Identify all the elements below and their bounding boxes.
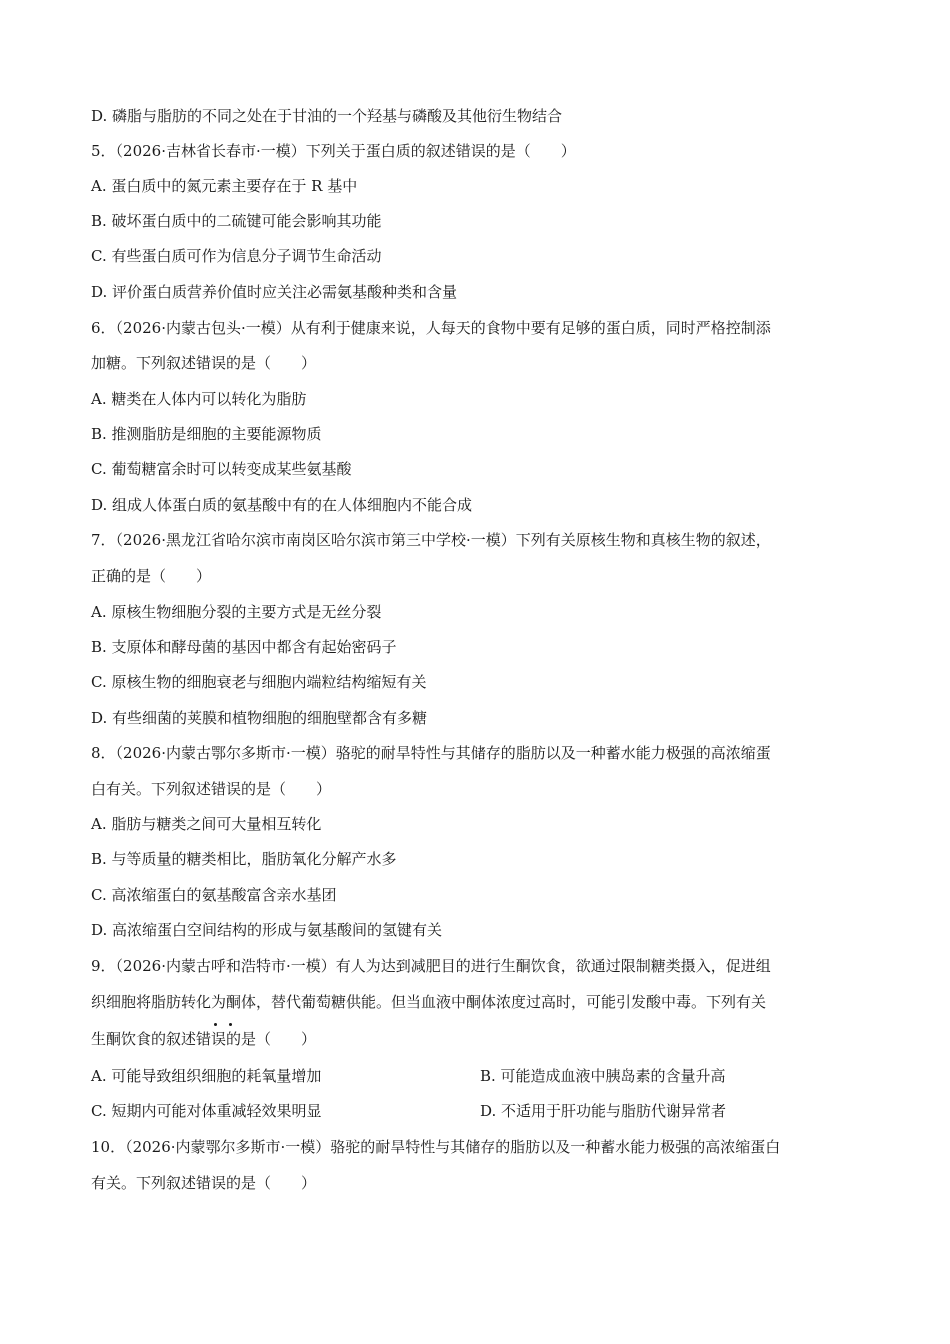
option-9a: A. 可能导致组织细胞的耗氧量增加 bbox=[91, 1067, 322, 1085]
option-9d: D. 不适用于肝功能与脂肪代谢异常者 bbox=[480, 1102, 727, 1120]
option-6d: D. 组成人体蛋白质的氨基酸中有的在人体细胞内不能合成 bbox=[91, 496, 473, 514]
question-6-stem-line2: 加糖。下列叙述错误的是（ ） bbox=[91, 354, 317, 372]
question-5-stem: 5．（2026·吉林省长春市·一模）下列关于蛋白质的叙述错误的是（ ） bbox=[91, 142, 576, 160]
option-8d: D. 高浓缩蛋白空间结构的形成与氨基酸间的氢键有关 bbox=[91, 921, 443, 939]
option-9c: C. 短期内可能对体重减轻效果明显 bbox=[91, 1102, 322, 1120]
option-9b: B. 可能造成血液中胰岛素的含量升高 bbox=[480, 1067, 726, 1085]
option-7b: B. 支原体和酵母菌的基因中都含有起始密码子 bbox=[91, 638, 397, 656]
emphasis-dot bbox=[229, 1023, 232, 1026]
option-5b: B. 破坏蛋白质中的二硫键可能会影响其功能 bbox=[91, 212, 382, 230]
option-5d: D. 评价蛋白质营养价值时应关注必需氨基酸种类和含量 bbox=[91, 283, 458, 301]
emphasis-dot bbox=[214, 1023, 217, 1026]
option-8b: B. 与等质量的糖类相比，脂肪氧化分解产水多 bbox=[91, 850, 397, 868]
question-8-stem-line1: 8．（2026·内蒙古鄂尔多斯市·一模）骆驼的耐旱特性与其储存的脂肪以及一种蓄水能力极强的高浓缩蛋 bbox=[91, 744, 771, 762]
question-7-stem-line2: 正确的是（ ） bbox=[91, 567, 212, 585]
question-9-stem-line2: 织细胞将脂肪转化为酮体，替代葡萄糖供能。但当血液中酮体浓度过高时，可能引发酸中毒。下列有关 bbox=[91, 993, 767, 1011]
option-7d: D. 有些细菌的荚膜和植物细胞的细胞壁都含有多糖 bbox=[91, 709, 428, 727]
question-9-stem-line1: 9．（2026·内蒙古呼和浩特市·一模）有人为达到减肥目的进行生酮饮食，欲通过限制糖类摄入，促进组 bbox=[91, 957, 771, 975]
option-6b: B. 推测脂肪是细胞的主要能源物质 bbox=[91, 425, 322, 443]
question-10-stem-line2: 有关。下列叙述错误的是（ ） bbox=[91, 1174, 317, 1192]
question-8-stem-line2: 白有关。下列叙述错误的是（ ） bbox=[91, 780, 332, 798]
question-9-stem-line3: 生酮饮食的叙述错误的是（ ） bbox=[91, 1030, 317, 1048]
option-5c: C. 有些蛋白质可作为信息分子调节生命活动 bbox=[91, 247, 382, 265]
option-8c: C. 高浓缩蛋白的氨基酸富含亲水基团 bbox=[91, 886, 337, 904]
option-4d: D. 磷脂与脂肪的不同之处在于甘油的一个羟基与磷酸及其他衍生物结合 bbox=[91, 107, 563, 125]
question-10-stem-line1: 10．（2026·内蒙鄂尔多斯市·一模）骆驼的耐旱特性与其储存的脂肪以及一种蓄水能力极强的高浓缩蛋白 bbox=[91, 1138, 781, 1156]
emphasis-dots bbox=[212, 1023, 242, 1029]
option-7a: A. 原核生物细胞分裂的主要方式是无丝分裂 bbox=[91, 603, 382, 621]
option-8a: A. 脂肪与糖类之间可大量相互转化 bbox=[91, 815, 322, 833]
option-6c: C. 葡萄糖富余时可以转变成某些氨基酸 bbox=[91, 460, 352, 478]
question-7-stem-line1: 7．（2026·黑龙江省哈尔滨市南岗区哈尔滨市第三中学校·一模）下列有关原核生物和真核生物的叙述， bbox=[91, 531, 771, 549]
option-6a: A. 糖类在人体内可以转化为脂肪 bbox=[91, 390, 307, 408]
option-5a: A. 蛋白质中的氮元素主要存在于 R 基中 bbox=[91, 177, 358, 195]
question-6-stem-line1: 6．（2026·内蒙古包头·一模）从有利于健康来说，人每天的食物中要有足够的蛋白质，同时严格控制添 bbox=[91, 319, 771, 337]
option-7c: C. 原核生物的细胞衰老与细胞内端粒结构缩短有关 bbox=[91, 673, 427, 691]
